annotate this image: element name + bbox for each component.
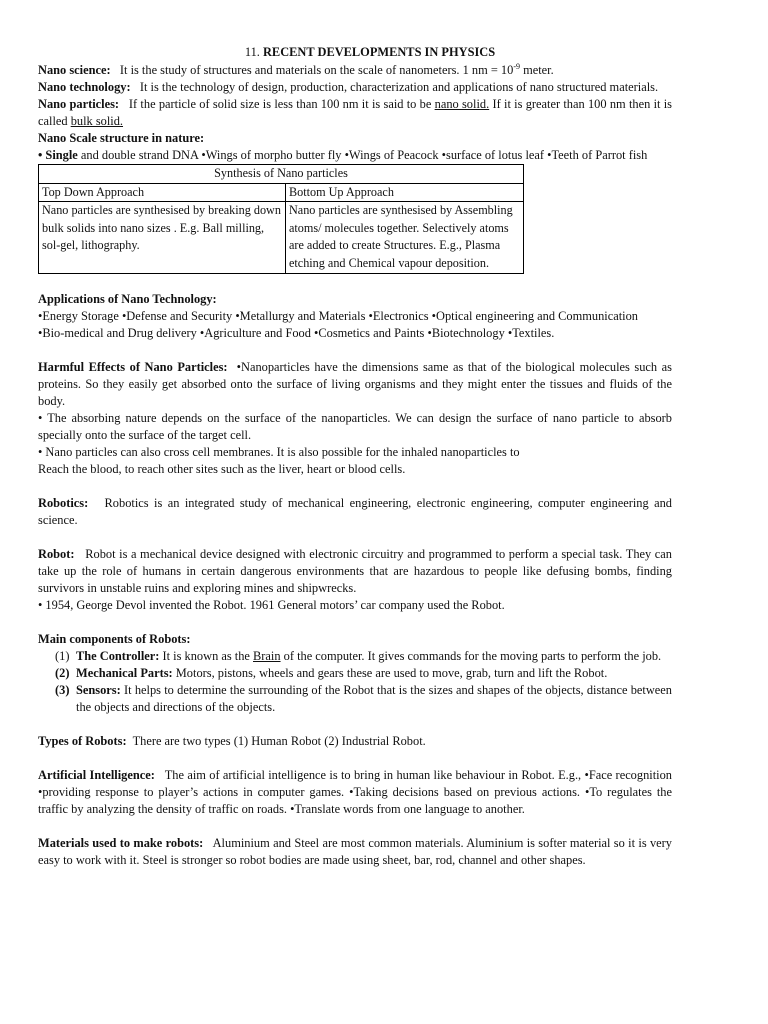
item-number: (2) [55, 665, 70, 680]
ai-paragraph [38, 767, 672, 818]
list-item [38, 682, 672, 716]
robotics-text: Robotics is an integrated study of mechanical engineering, electronic engineering, computer engineering and science. [38, 495, 672, 527]
components-label: Main components of Robots: [38, 631, 191, 646]
nano-technology-label: Nano technology: [38, 80, 131, 94]
nano-particles-paragraph [38, 96, 672, 130]
nano-science-label: Nano science: [38, 63, 111, 77]
ai-label: Artificial Intelligence: [38, 767, 155, 782]
list-item [38, 665, 672, 682]
nano-solid-term: nano solid. [434, 97, 490, 111]
controller-text: It is known as the [159, 648, 254, 663]
synthesis-table [38, 164, 524, 274]
sensors-label: Sensors: [76, 682, 121, 697]
nano-science-text-end: meter. [520, 63, 554, 77]
applications-line-2: •Bio-medical and Drug delivery •Agriculture and Food •Cosmetics and Paints •Biotechnology •Textiles. [38, 325, 555, 340]
types-label: Types of Robots: [38, 733, 127, 748]
harmful-effects-label: Harmful Effects of Nano Particles: [38, 359, 228, 374]
components-heading [38, 631, 672, 648]
mechanical-parts-label: Mechanical Parts: [76, 665, 173, 680]
materials-label: Materials used to make robots: [38, 835, 204, 850]
materials-text: Aluminium and Steel are most common materials. Aluminium is softer material so it is very easy to work with it. Steel is stronger so robot bodies are made using sheet, bar, rod, channel and other shapes. [38, 835, 673, 867]
table-header-bottom-up: Bottom Up Approach [286, 183, 524, 202]
nano-structure-list [38, 147, 672, 164]
robot-text: Robot is a mechanical device designed with electronic circuitry and programmed to perform a special task. They can take up the role of humans in certain dangerous environments that are hazardous to people like defusing bombs, finding survivors in unstable ruins and exploring mines and shipwrecks. [38, 546, 672, 595]
item-number: (1) [55, 648, 70, 663]
robot-label: Robot: [38, 546, 75, 561]
exponent: -9 [513, 61, 520, 71]
robotics-label: Robotics: [38, 495, 89, 510]
sensors-text: It helps to determine the surrounding of the Robot that is the sizes and shapes of the objects, distance between the objects and directions of the objects. [76, 682, 672, 714]
nano-structure-label: Nano Scale structure in nature: [38, 131, 205, 145]
nano-structure-text: and double strand DNA •Wings of morpho butter fly •Wings of Peacock •surface of lotus leaf •Teeth of Parrot fish [77, 148, 648, 162]
controller-label: The Controller: [76, 648, 160, 663]
chapter-title: RECENT DEVELOPMENTS IN PHYSICS [262, 45, 496, 59]
nano-structure-heading [38, 130, 672, 147]
bulk-solid-term: bulk solid. [70, 114, 124, 128]
nano-science-text: It is the study of structures and materials on the scale of nanometers. 1 nm = 10 [119, 63, 514, 77]
nano-technology-text: It is the technology of design, production, characterization and applications of nano structured materials. [139, 80, 659, 94]
nano-particles-text: If the particle of solid size is less than 100 nm it is said to be [128, 97, 435, 111]
document-page [38, 44, 672, 869]
nano-particles-label: Nano particles: [38, 97, 120, 111]
robot-history: • 1954, George Devol invented the Robot. 1961 General motors’ car company used the Robot. [38, 597, 505, 612]
nano-structure-lead: • Single [38, 148, 78, 162]
components-list [38, 648, 672, 716]
nano-science-paragraph [38, 62, 672, 79]
harmful-effects-bullet-3-cont: Reach the blood, to reach other sites such as the liver, heart or blood cells. [38, 461, 406, 476]
page-title [38, 44, 672, 61]
ai-text: The aim of artificial intelligence is to bring in human like behaviour in Robot. E.g., •Face recognition •providing response to player’s actions in computer games. •Taking decisions based on previous actions. •To regulates the traffic by analyzing the density of traffic on roads. •Translate words from one language to another. [38, 767, 672, 816]
list-item [38, 648, 672, 665]
table-caption: Synthesis of Nano particles [39, 165, 524, 184]
nano-technology-paragraph [38, 79, 672, 96]
applications-line-1: •Energy Storage •Defense and Security •Metallurgy and Materials •Electronics •Optical engineering and Communication [38, 308, 638, 323]
table-cell-top-down: Nano particles are synthesised by breaking down bulk solids into nano sizes . E.g. Ball milling, sol-gel, lithography. [39, 202, 286, 273]
item-number: (3) [55, 682, 70, 697]
applications-label: Applications of Nano Technology: [38, 291, 217, 306]
harmful-effects-bullet-3: • Nano particles can also cross cell membranes. It is also possible for the inhaled nanoparticles to [38, 444, 520, 459]
harmful-effects-text: •Nanoparticles have the dimensions same as that of the biological molecules such as proteins. So they easily get absorbed onto the surface of living organisms and they might enter the tissues and fluids of the body. [38, 359, 672, 408]
brain-term: Brain [253, 648, 281, 663]
applications-heading [38, 291, 672, 308]
controller-text-end: of the computer. It gives commands for the moving parts to perform the job. [280, 648, 662, 663]
table-cell-bottom-up: Nano particles are synthesised by Assembling atoms/ molecules together. Selectively atoms are added to create Structures. E.g., Plasma etching and Chemical vapour deposition. [286, 202, 524, 273]
types-text: There are two types (1) Human Robot (2) Industrial Robot. [132, 733, 426, 748]
robot-paragraph [38, 546, 672, 597]
harmful-effects-bullet-2: • The absorbing nature depends on the surface of the nanoparticles. We can design the surface of nano particle to absorb specially onto the surface of the target cell. [38, 410, 672, 442]
harmful-effects-paragraph [38, 359, 672, 410]
robotics-paragraph [38, 495, 672, 529]
types-paragraph [38, 733, 672, 750]
nano-particles-text-2: If it is greater than 100 nm then it is called [38, 97, 672, 128]
chapter-number: 11. [244, 45, 260, 59]
table-header-top-down: Top Down Approach [39, 183, 286, 202]
mechanical-parts-text: Motors, pistons, wheels and gears these are used to move, grab, turn and lift the Robot. [172, 665, 608, 680]
materials-paragraph [38, 835, 672, 869]
